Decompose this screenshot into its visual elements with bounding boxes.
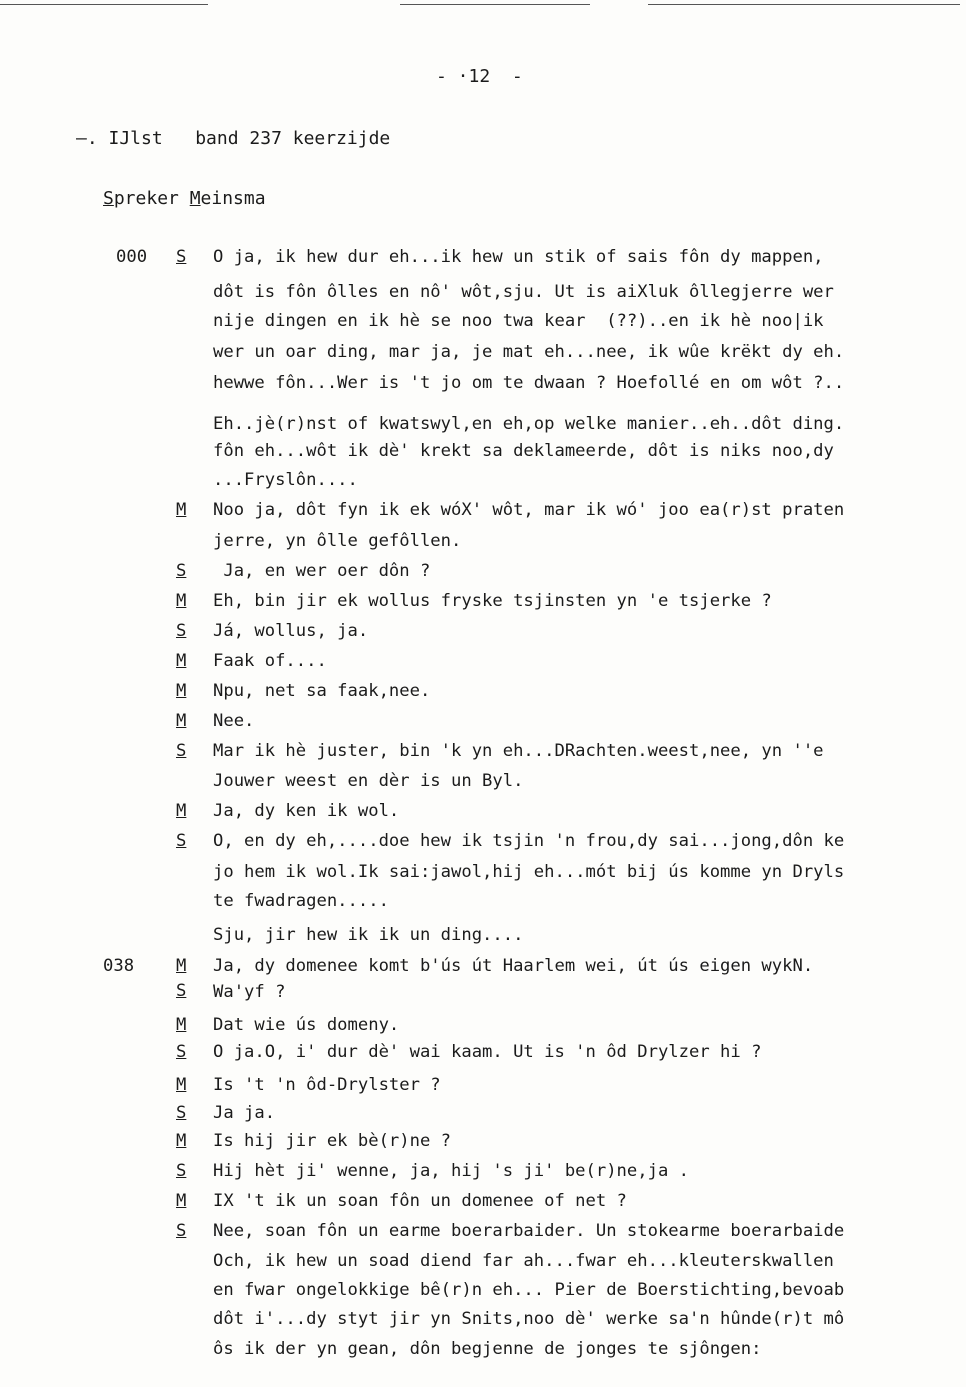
- speaker-marker: M: [176, 1015, 187, 1035]
- transcript-line: Noo ja, dôt fyn ik ek wóX' wôt, mar ik wó' joo ea(r)st praten: [213, 500, 845, 520]
- transcript-line: Faak of....: [213, 651, 327, 671]
- speaker-marker: M: [176, 681, 187, 701]
- speaker-marker: M: [176, 591, 187, 611]
- transcript-line: Hij hèt ji' wenne, ja, hij 's ji' be(r)ne,ja .: [213, 1161, 689, 1181]
- speaker-title-word: preker: [113, 188, 190, 209]
- transcript-line: Sju, jir hew ik ik un ding....: [213, 925, 524, 945]
- transcript-line: ôs ik der yn gean, dôn begjenne de jonges te sjôngen:: [213, 1339, 762, 1359]
- speaker-title-initial: S: [103, 188, 114, 209]
- transcript-line: Mar ik hè juster, bin 'k yn eh...DRachten.weest,nee, yn ''e: [213, 741, 824, 761]
- transcript-line: jerre, yn ôlle gefôllen.: [213, 531, 462, 551]
- speaker-marker: M: [176, 1131, 187, 1151]
- transcript-line: Eh..jè(r)nst of kwatswyl,en eh,op welke manier..eh..dôt ding.: [213, 414, 845, 434]
- transcript-line: Já, wollus, ja.: [213, 621, 369, 641]
- speaker-marker: S: [176, 621, 187, 641]
- transcript-line: en fwar ongelokkige bê(r)n eh... Pier de Boerstichting,bevoab: [213, 1280, 845, 1300]
- transcript-line: dôt i'...dy styt jir yn Snits,noo dè' werke sa'n hûnde(r)t mô: [213, 1309, 845, 1329]
- speaker-marker: M: [176, 801, 187, 821]
- speaker-marker: S: [176, 741, 187, 761]
- transcript-line: O, en dy eh,....doe hew ik tsjin 'n frou,dy sai...jong,dôn ke: [213, 831, 845, 851]
- speaker-name-rest: einsma: [200, 188, 266, 209]
- speaker-title: [103, 188, 266, 209]
- page-number: - ·12 -: [436, 66, 523, 87]
- transcript-line: Npu, net sa faak,nee.: [213, 681, 431, 701]
- transcript-line: O ja, ik hew dur eh...ik hew un stik of sais fôn dy mappen,: [213, 247, 824, 267]
- tape-counter: 000: [116, 247, 148, 267]
- tape-counter: 038: [103, 956, 135, 976]
- transcript-line: hewwe fôn...Wer is 't jo om te dwaan ? Hoefollé en om wôt ?..: [213, 373, 845, 393]
- speaker-marker: S: [176, 247, 187, 267]
- transcript-line: O ja.O, i' dur dè' wai kaam. Ut is 'n ôd Drylzer hi ?: [213, 1042, 762, 1062]
- transcript-line: Ja ja.: [213, 1103, 276, 1123]
- speaker-marker: M: [176, 1075, 187, 1095]
- top-rule-right: [648, 4, 960, 5]
- transcript-line: nije dingen en ik hè se noo twa kear (??)..en ik hè noo|ik: [213, 311, 824, 331]
- speaker-marker: S: [176, 1103, 187, 1123]
- transcript-line: fôn eh...wôt ik dè' krekt sa deklameerde, dôt is niks noo,dy: [213, 441, 834, 461]
- speaker-marker: S: [176, 831, 187, 851]
- speaker-marker: S: [176, 1042, 187, 1062]
- transcript-line: Ja, dy ken ik wol.: [213, 801, 400, 821]
- transcript-line: Is 't 'n ôd-Drylster ?: [213, 1075, 441, 1095]
- transcript-line: ...Fryslôn....: [213, 470, 358, 490]
- speaker-marker: S: [176, 981, 187, 1001]
- transcript-line: wer un oar ding, mar ja, je mat eh...nee, ik wûe krëkt dy eh.: [213, 342, 845, 362]
- speaker-marker: M: [176, 500, 187, 520]
- speaker-marker: M: [176, 651, 187, 671]
- transcript-line: IX 't ik un soan fôn un domenee of net ?: [213, 1191, 627, 1211]
- transcript-line: Ja, en wer oer dôn ?: [213, 561, 431, 581]
- top-rule-middle: [400, 4, 590, 5]
- document-header: –. IJlst band 237 keerzijde: [76, 128, 391, 149]
- transcript-line: Jouwer weest en dèr is un Byl.: [213, 771, 524, 791]
- speaker-marker: M: [176, 711, 187, 731]
- transcript-line: te fwadragen.....: [213, 891, 389, 911]
- speaker-marker: M: [176, 956, 187, 976]
- transcript-line: Nee.: [213, 711, 255, 731]
- transcript-line: Is hij jir ek bè(r)ne ?: [213, 1131, 451, 1151]
- transcript-line: Wa'yf ?: [213, 982, 286, 1002]
- top-rule-left: [0, 4, 208, 5]
- transcript-line: Ja, dy domenee komt b'ús út Haarlem wei, út ús eigen wykN.: [213, 956, 814, 976]
- transcript-line: jo hem ik wol.Ik sai:jawol,hij eh...mót bij ús komme yn Dryls: [213, 862, 845, 882]
- speaker-marker: S: [176, 1221, 187, 1241]
- speaker-marker: S: [176, 1161, 187, 1181]
- transcript-line: Eh, bin jir ek wollus fryske tsjinsten yn 'e tsjerke ?: [213, 591, 772, 611]
- speaker-marker: S: [176, 561, 187, 581]
- transcript-line: Dat wie ús domeny.: [213, 1015, 400, 1035]
- speaker-marker: M: [176, 1191, 187, 1211]
- transcript-line: Nee, soan fôn un earme boerarbaider. Un stokearme boerarbaide: [213, 1221, 845, 1241]
- transcript-line: Och, ik hew un soad diend far ah...fwar eh...kleuterskwallen: [213, 1251, 834, 1271]
- transcript-line: dôt is fôn ôlles en nô' wôt,sju. Ut is aiXluk ôllegjerre wer: [213, 282, 834, 302]
- speaker-name-initial: M: [189, 188, 201, 209]
